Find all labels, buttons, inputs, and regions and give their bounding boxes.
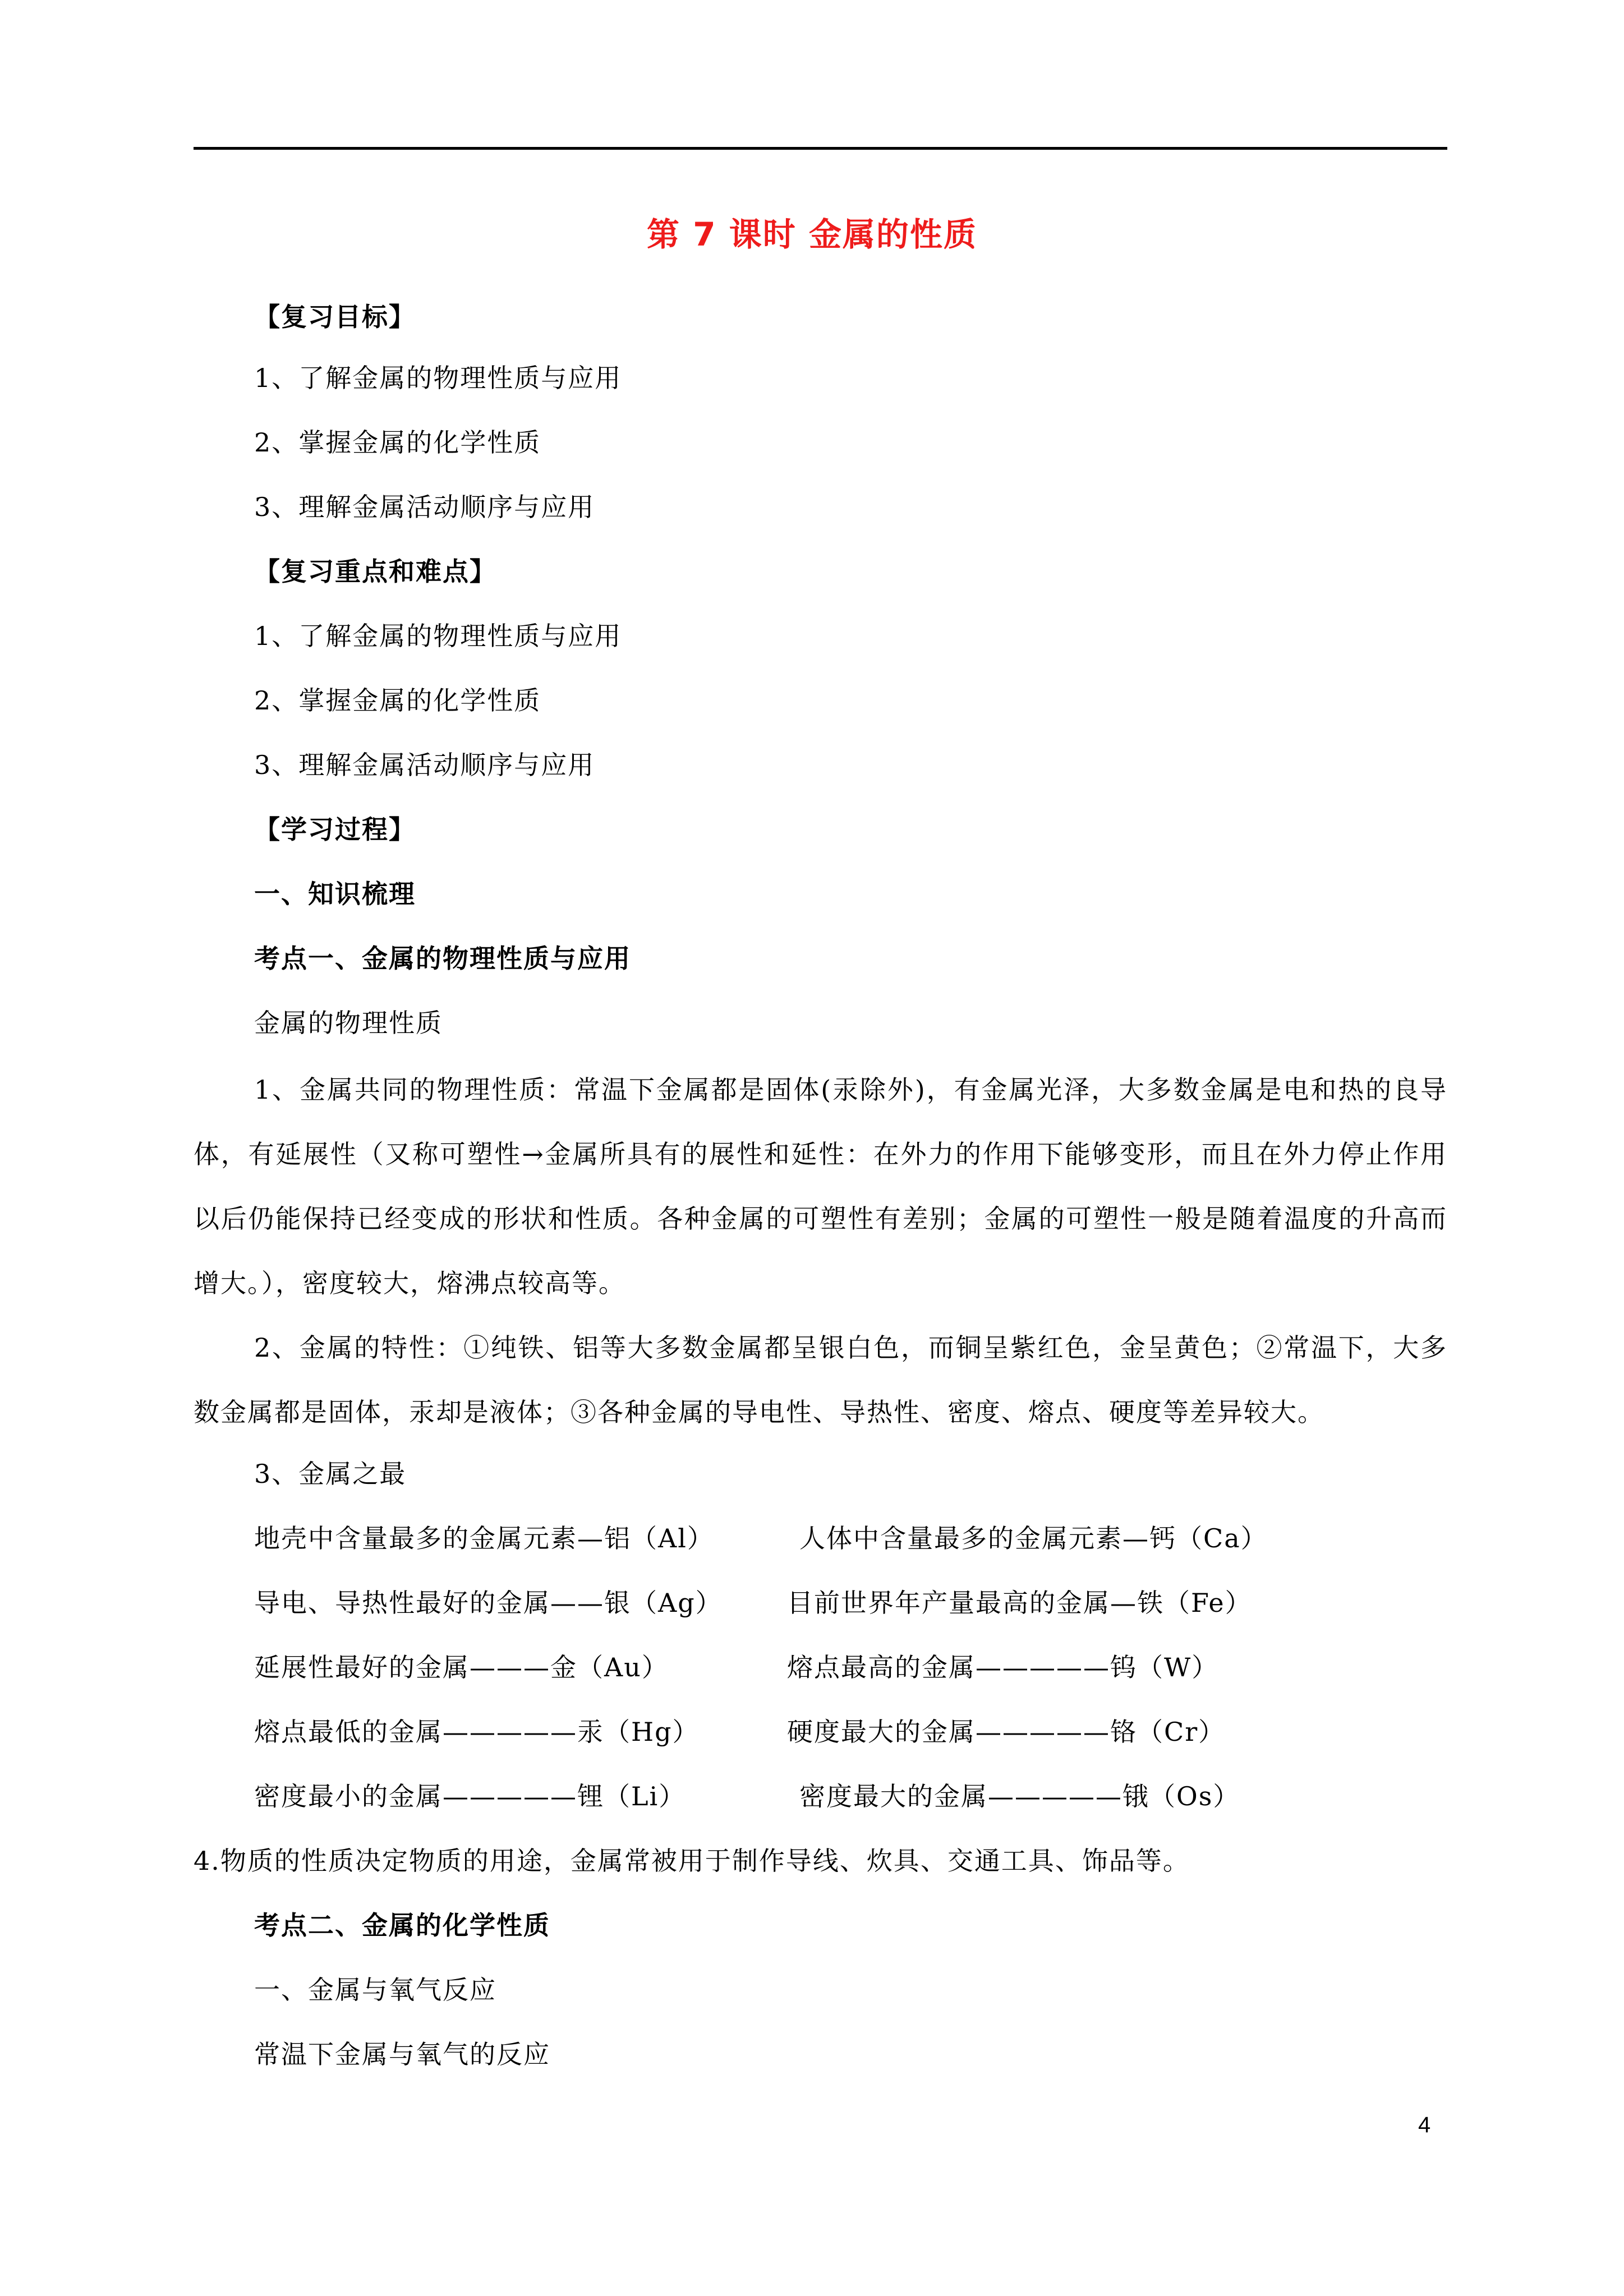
key-point-item: 1、了解金属的物理性质与应用 [254, 621, 622, 651]
metal-record-row [254, 1777, 1240, 1816]
goal-item: 3、理解金属活动顺序与应用 [254, 492, 595, 522]
subheading: 一、金属与氧气反应 [254, 1975, 496, 2005]
metal-record: 熔点最低的金属—————汞（Hg） [254, 1717, 700, 1747]
metal-record: 密度最大的金属—————锇（Os） [799, 1781, 1240, 1811]
metal-record: 地壳中含量最多的金属元素—铝（Al） [254, 1523, 714, 1553]
subheading: 金属的物理性质 [254, 1008, 443, 1038]
subheading: 3、金属之最 [254, 1459, 407, 1489]
subheading: 常温下金属与氧气的反应 [254, 2039, 550, 2069]
metal-record: 熔点最高的金属—————钨（W） [787, 1652, 1219, 1682]
metal-record: 人体中含量最多的金属元素—钙（Ca） [799, 1523, 1268, 1553]
key-point-item: 2、掌握金属的化学性质 [254, 685, 541, 716]
goals-heading: 【复习目标】 [254, 302, 416, 332]
metal-record-row [254, 1712, 1226, 1751]
metal-record-row [254, 1648, 1219, 1687]
metal-record: 导电、导热性最好的金属——银（Ag） [254, 1588, 723, 1618]
key-points-heading: 【复习重点和难点】 [254, 556, 496, 587]
goal-item: 2、掌握金属的化学性质 [254, 427, 541, 458]
metal-record-row [254, 1519, 1268, 1558]
metal-record-row [254, 1583, 1252, 1622]
page-number: 4 [1418, 2113, 1431, 2137]
process-heading: 【学习过程】 [254, 814, 416, 845]
page-title: 第 7 课时 金属的性质 [647, 215, 977, 253]
metal-record: 延展性最好的金属———金（Au） [254, 1652, 669, 1682]
goal-item: 1、了解金属的物理性质与应用 [254, 363, 622, 393]
section-heading: 一、知识梳理 [254, 879, 416, 909]
metal-record: 密度最小的金属—————锂（Li） [254, 1781, 686, 1811]
paragraph: 1、金属共同的物理性质：常温下金属都是固体(汞除外)，有金属光泽，大多数金属是电和热的良导体，有延展性（又称可塑性→金属所具有的展性和延性：在外力的作用下能够变形，而且在外力停止作用以后仍能保持已经变成的形状和性质。各种金属的可塑性有差别；金属的可塑性一般是随着温度的升高而增大。），密度较大，熔沸点较高等。 [194, 1075, 1447, 1298]
topic-heading: 考点一、金属的物理性质与应用 [254, 943, 631, 974]
paragraph: 2、金属的特性：①纯铁、铝等大多数金属都呈银白色，而铜呈紫红色，金呈黄色；②常温下，大多数金属都是固体，汞却是液体；③各种金属的导电性、导热性、密度、熔点、硬度等差异较大。 [194, 1333, 1447, 1427]
key-point-item: 3、理解金属活动顺序与应用 [254, 750, 595, 780]
topic-heading: 考点二、金属的化学性质 [254, 1910, 550, 1940]
paragraph: 4.物质的性质决定物质的用途，金属常被用于制作导线、炊具、交通工具、饰品等。 [194, 1846, 1190, 1876]
metal-record: 目前世界年产量最高的金属—铁（Fe） [787, 1588, 1252, 1618]
metal-record: 硬度最大的金属—————铬（Cr） [787, 1717, 1226, 1747]
header-rule [194, 147, 1447, 150]
